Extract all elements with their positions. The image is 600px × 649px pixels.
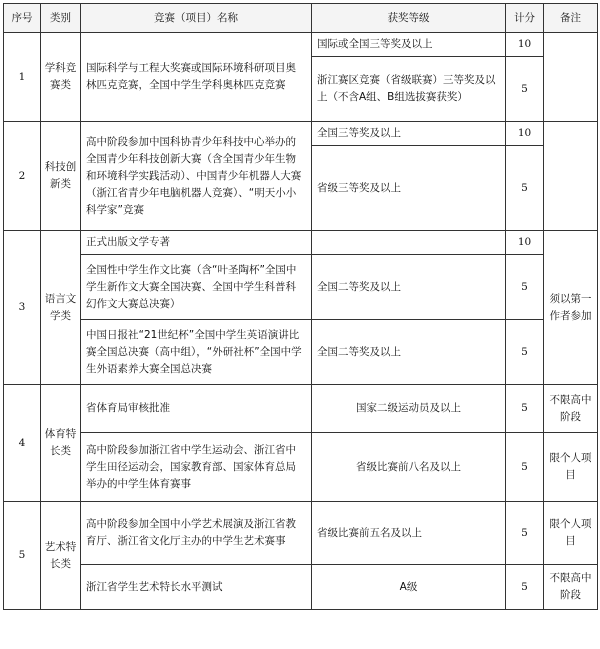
award-level: 国际或全国三等奖及以上 xyxy=(312,33,506,57)
row-number: 1 xyxy=(4,33,41,122)
table-row xyxy=(4,231,598,255)
score: 5 xyxy=(506,57,544,122)
award-level: 省级比赛前五名及以上 xyxy=(312,502,506,565)
award-level: 省级三等奖及以上 xyxy=(312,146,506,231)
award-level: 国家二级运动员及以上 xyxy=(312,385,506,433)
note-cell xyxy=(544,33,598,122)
row-category: 艺术特长类 xyxy=(41,502,81,610)
competition-name: 高中阶段参加全国中小学艺术展演及浙江省教育厅、浙江省文化厅主办的中学生艺术赛事 xyxy=(81,502,312,565)
competition-name: 中国日报社“21世纪杯”全国中学生英语演讲比赛全国总决赛（高中组），“外研社杯”全国中学生外语素养大赛全国总决赛 xyxy=(81,320,312,385)
table-header-row xyxy=(4,4,598,33)
score: 5 xyxy=(506,146,544,231)
table-row xyxy=(4,320,598,385)
competition-name: 高中阶段参加浙江省中学生运动会、浙江省中学生田径运动会，国家教育部、国家体育总局举办的中学生体育赛事 xyxy=(81,433,312,502)
competition-name: 省体育局审核批准 xyxy=(81,385,312,433)
note-cell: 限个人项目 xyxy=(544,433,598,502)
header-category: 类别 xyxy=(41,4,81,33)
table-row xyxy=(4,433,598,502)
score: 10 xyxy=(506,122,544,146)
competition-name: 正式出版文学专著 xyxy=(81,231,312,255)
note-cell: 不限高中阶段 xyxy=(544,385,598,433)
award-level: 全国二等奖及以上 xyxy=(312,255,506,320)
competition-name: 浙江省学生艺术特长水平测试 xyxy=(81,565,312,610)
header-competition-name: 竞赛（项目）名称 xyxy=(81,4,312,33)
score: 10 xyxy=(506,33,544,57)
competition-name: 国际科学与工程大奖赛或国际环境科研项目奥林匹克竞赛，全国中学生学科奥林匹克竞赛 xyxy=(81,33,312,122)
row-number: 4 xyxy=(4,385,41,502)
competition-name: 全国性中学生作文比赛（含“叶圣陶杯”全国中学生新作文大赛全国决赛、全国中学生科普科幻作文大赛总决赛） xyxy=(81,255,312,320)
award-level: 浙江赛区竞赛（省级联赛）三等奖及以上（不含A组、B组选拔赛获奖） xyxy=(312,57,506,122)
table-row xyxy=(4,33,598,57)
award-level: 省级比赛前八名及以上 xyxy=(312,433,506,502)
score: 10 xyxy=(506,231,544,255)
competition-name: 高中阶段参加中国科协青少年科技中心举办的全国青少年科技创新大赛（含全国青少年生物和环境科学实践活动）、中国青少年机器人大赛（浙江省青少年电脑机器人竞赛）、“明天小小科学家”竞赛 xyxy=(81,122,312,231)
table-row xyxy=(4,502,598,565)
note-cell xyxy=(544,122,598,231)
note-cell: 不限高中阶段 xyxy=(544,565,598,610)
row-category: 科技创新类 xyxy=(41,122,81,231)
score: 5 xyxy=(506,433,544,502)
award-level: A级 xyxy=(312,565,506,610)
award-level xyxy=(312,231,506,255)
row-number: 5 xyxy=(4,502,41,610)
score: 5 xyxy=(506,502,544,565)
row-number: 2 xyxy=(4,122,41,231)
row-category: 学科竞赛类 xyxy=(41,33,81,122)
table-row xyxy=(4,385,598,433)
note-cell: 限个人项目 xyxy=(544,502,598,565)
award-level: 全国三等奖及以上 xyxy=(312,122,506,146)
score: 5 xyxy=(506,565,544,610)
header-score: 计分 xyxy=(506,4,544,33)
score: 5 xyxy=(506,385,544,433)
score: 5 xyxy=(506,320,544,385)
award-level: 全国二等奖及以上 xyxy=(312,320,506,385)
row-category: 语言文学类 xyxy=(41,231,81,385)
table-row xyxy=(4,122,598,146)
score: 5 xyxy=(506,255,544,320)
table-row xyxy=(4,255,598,320)
header-no: 序号 xyxy=(4,4,41,33)
row-category: 体育特长类 xyxy=(41,385,81,502)
table-row xyxy=(4,565,598,610)
header-award-level: 获奖等级 xyxy=(312,4,506,33)
note-cell: 须以第一作者参加 xyxy=(544,231,598,385)
header-note: 备注 xyxy=(544,4,598,33)
award-scoring-table xyxy=(3,3,598,610)
row-number: 3 xyxy=(4,231,41,385)
